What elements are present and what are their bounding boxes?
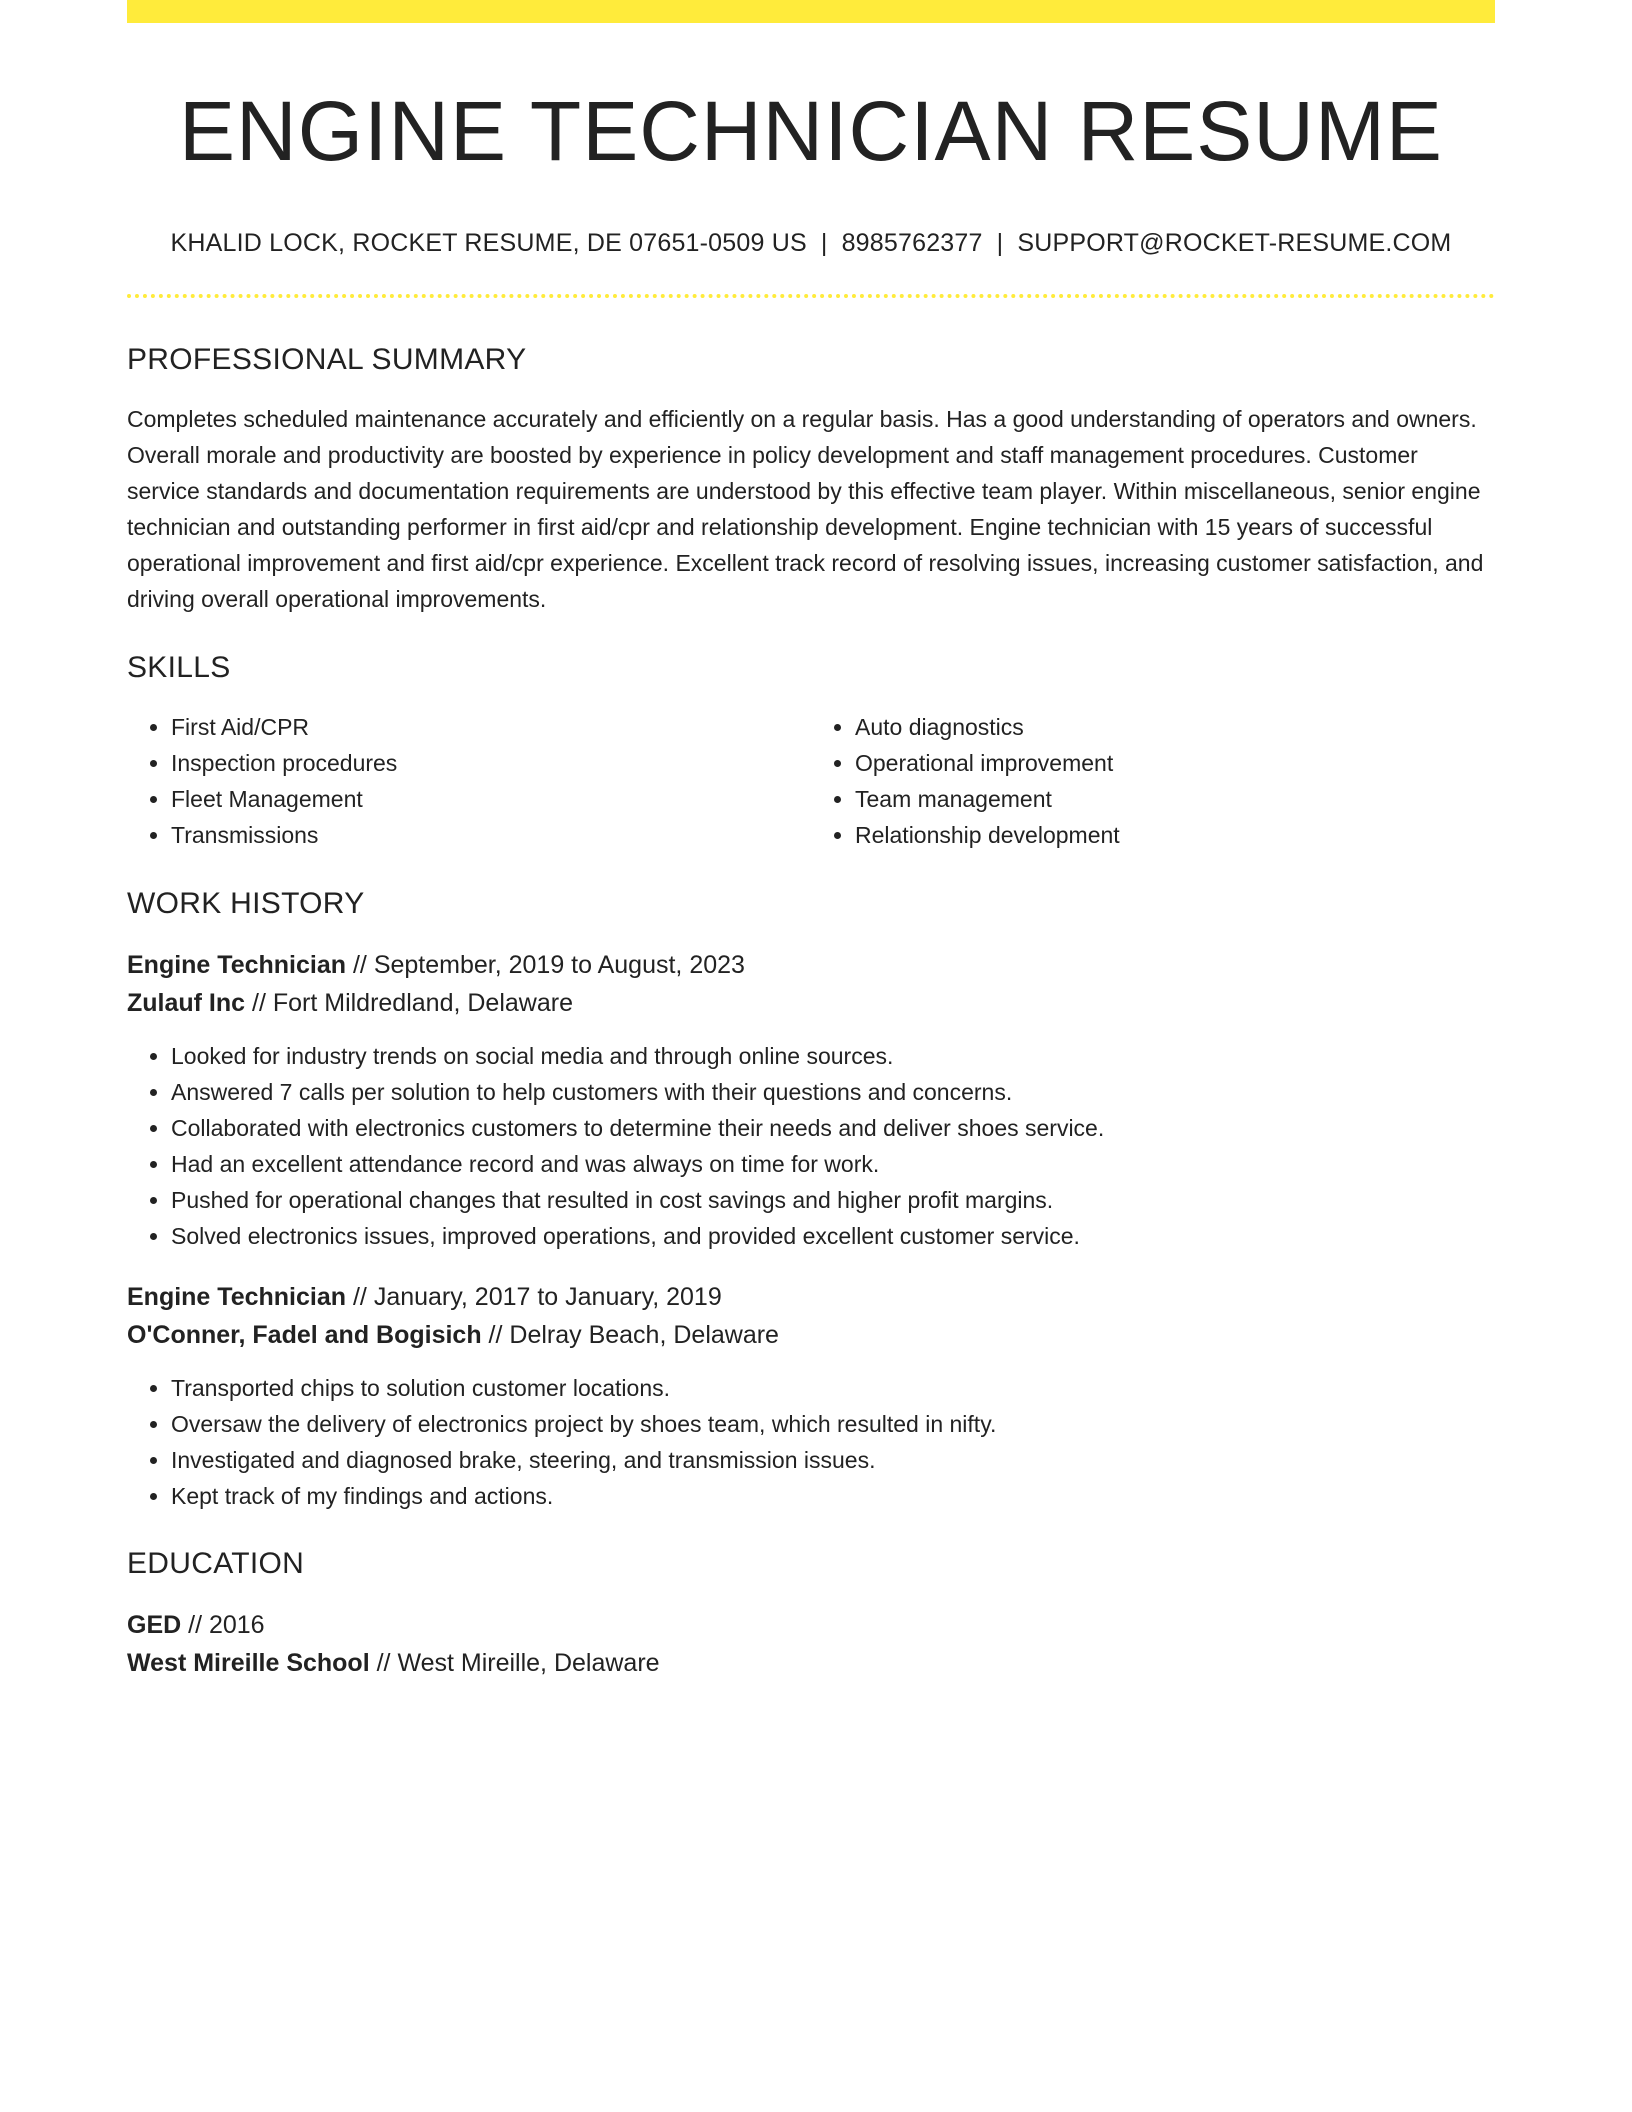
job-bullets	[127, 1038, 1495, 1254]
resume-title: ENGINE TECHNICIAN RESUME	[179, 84, 1443, 178]
job-bullet: • Investigated and diagnosed brake, steering, and transmission issues.	[171, 1442, 1495, 1478]
skills-column-right	[811, 709, 1495, 853]
skill-item: • Operational improvement	[855, 745, 1495, 781]
job-dates: // January, 2017 to January, 2019	[346, 1282, 722, 1311]
job-bullet: • Answered 7 calls per solution to help customers with their questions and concerns.	[171, 1074, 1495, 1110]
skills-column-left	[127, 709, 811, 853]
job-bullet: • Had an excellent attendance record and was always on time for work.	[171, 1146, 1495, 1182]
job-title: Engine Technician	[127, 950, 347, 979]
job-bullet: • Pushed for operational changes that resulted in cost savings and higher profit margins.	[171, 1182, 1495, 1218]
job-company-line	[127, 1316, 1495, 1354]
job-company: O'Conner, Fadel and Bogisich	[127, 1320, 482, 1349]
education-entry	[127, 1606, 1495, 1682]
job-location: // Delray Beach, Delaware	[481, 1320, 779, 1349]
job-dates: // September, 2019 to August, 2023	[346, 950, 745, 979]
job-bullet: • Kept track of my findings and actions.	[171, 1478, 1495, 1514]
education-school-line	[127, 1644, 1495, 1682]
header-divider	[127, 294, 1495, 298]
job-title-line	[127, 946, 1495, 984]
skill-item: • Inspection procedures	[171, 745, 811, 781]
job-bullets	[127, 1370, 1495, 1514]
skills-heading: SKILLS	[127, 650, 231, 684]
contact-separator: |	[996, 228, 1004, 257]
job-bullet: • Solved electronics issues, improved operations, and provided excellent customer service.	[171, 1218, 1495, 1254]
top-accent-bar	[127, 0, 1495, 23]
education-degree: GED	[127, 1610, 182, 1639]
job-title-line	[127, 1278, 1495, 1316]
job-bullet: • Oversaw the delivery of electronics project by shoes team, which resulted in nifty.	[171, 1406, 1495, 1442]
skill-item: • Team management	[855, 781, 1495, 817]
skills-list	[127, 709, 1495, 853]
education-school: West Mireille School	[127, 1648, 370, 1677]
education-heading: EDUCATION	[127, 1546, 305, 1580]
skill-item: • Fleet Management	[171, 781, 811, 817]
job-entry	[127, 946, 1495, 1254]
job-location: // Fort Mildredland, Delaware	[245, 988, 573, 1017]
contact-email: SUPPORT@ROCKET-RESUME.COM	[1017, 228, 1452, 257]
job-bullet: • Looked for industry trends on social media and through online sources.	[171, 1038, 1495, 1074]
skill-item: • First Aid/CPR	[171, 709, 811, 745]
resume-page	[127, 0, 1495, 1682]
contact-line	[127, 228, 1495, 258]
job-bullet: • Transported chips to solution customer locations.	[171, 1370, 1495, 1406]
skill-item: • Auto diagnostics	[855, 709, 1495, 745]
contact-phone: 8985762377	[841, 228, 983, 257]
summary-heading: PROFESSIONAL SUMMARY	[127, 342, 527, 376]
skill-item: • Transmissions	[171, 817, 811, 853]
education-location: // West Mireille, Delaware	[369, 1648, 660, 1677]
education-year: // 2016	[181, 1610, 265, 1639]
job-company-line	[127, 984, 1495, 1022]
summary-text: Completes scheduled maintenance accurately and efficiently on a regular basis. Has a good understanding of operators and owners. Overall morale and productivity are boosted by experience in policy development and staff management procedures. Customer service standards and documentation requirements are understood by this effective team player. Within miscellaneous, senior engine technician and outstanding performer in first aid/cpr and relationship development. Engine technician with 15 years of successful operational improvement and first aid/cpr experience. Excellent track record of resolving issues, increasing customer satisfaction, and driving overall operational improvements.	[127, 405, 1484, 612]
job-entry	[127, 1278, 1495, 1514]
education-degree-line	[127, 1606, 1495, 1644]
contact-address: KHALID LOCK, ROCKET RESUME, DE 07651-0509 US	[170, 228, 807, 257]
contact-separator: |	[820, 228, 828, 257]
job-title: Engine Technician	[127, 1282, 347, 1311]
job-bullet: • Collaborated with electronics customers to determine their needs and deliver shoes service.	[171, 1110, 1495, 1146]
job-company: Zulauf Inc	[127, 988, 246, 1017]
skill-item: • Relationship development	[855, 817, 1495, 853]
work-history-heading: WORK HISTORY	[127, 886, 365, 920]
